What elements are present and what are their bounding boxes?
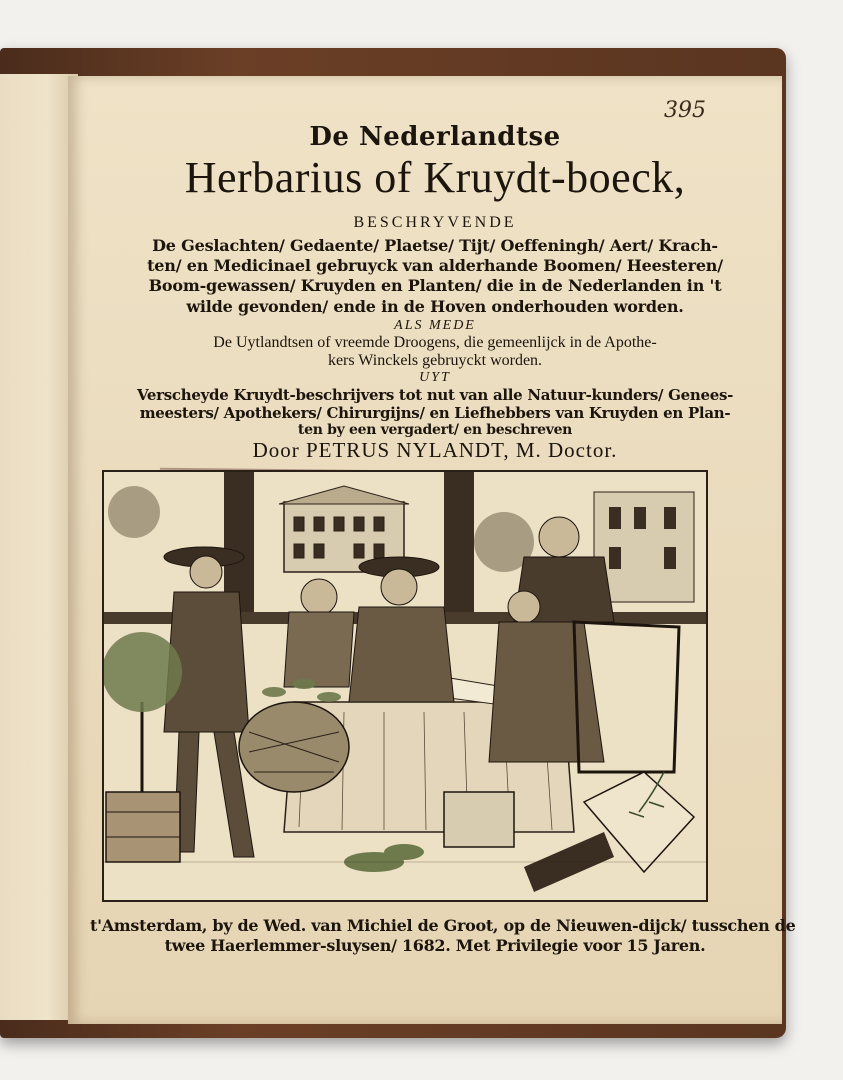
left-page xyxy=(0,74,78,1020)
young-man-head xyxy=(301,579,337,615)
window-pillar-left xyxy=(224,472,254,612)
handwritten-page-number: 395 xyxy=(664,98,706,123)
title-line-6: Boom-gewassen/ Kruyden en Planten/ die in de Nederlanden in 't xyxy=(148,276,722,295)
engraving-scene xyxy=(104,472,706,900)
book-stack xyxy=(444,792,514,847)
engraving-illustration xyxy=(102,470,708,902)
tub xyxy=(106,792,180,862)
window-pillar-right xyxy=(444,472,474,622)
title-line-9: De Uytlandtsen of vreemde Droogens, die gemeenlijck in de Apothe- xyxy=(213,334,657,351)
title-line-13: meesters/ Apothekers/ Chirurgijns/ en Liefhebbers van Kruyden en Plan- xyxy=(139,404,731,422)
author-line: Door PETRUS NYLANDT, M. Doctor. xyxy=(252,438,618,462)
imprint-line-1: t'Amsterdam, by de Wed. van Michiel de Groot, op de Nieuwen-dijck/ tusschen de xyxy=(90,916,796,935)
standing-man-head xyxy=(539,517,579,557)
main-title: Herbarius of Kruydt-boeck, xyxy=(184,153,686,202)
title-line-1: De Nederlandtse xyxy=(309,122,561,152)
title-line-11: UYT xyxy=(419,370,451,385)
title-line-10: kers Winckels gebruyckt worden. xyxy=(327,352,543,369)
title-line-5: ten/ en Medicinael gebruyck van alderhande Boomen/ Heesteren/ xyxy=(147,256,723,275)
title-line-7: wilde gevonden/ ende in de Hoven onderhouden worden. xyxy=(186,297,684,316)
title-line-12: Verscheyde Kruydt-beschrijvers tot nut van alle Natuur-kunders/ Genees- xyxy=(136,386,734,404)
imprint-line-2: twee Haerlemmer-sluysen/ 1682. Met Privilegie voor 15 Jaren. xyxy=(164,936,706,955)
title-line-4: De Geslachten/ Gedaente/ Plaetse/ Tijt/ Oeffeningh/ Aert/ Krach- xyxy=(152,236,718,255)
title-line-8: ALS MEDE xyxy=(394,318,476,333)
seated-scholar-head xyxy=(508,591,540,623)
title-line-14: ten by een vergadert/ en beschreven xyxy=(297,422,573,438)
tree-left xyxy=(108,486,160,538)
potted-tree xyxy=(104,632,182,712)
title-line-3: BESCHRYVENDE xyxy=(353,214,517,231)
